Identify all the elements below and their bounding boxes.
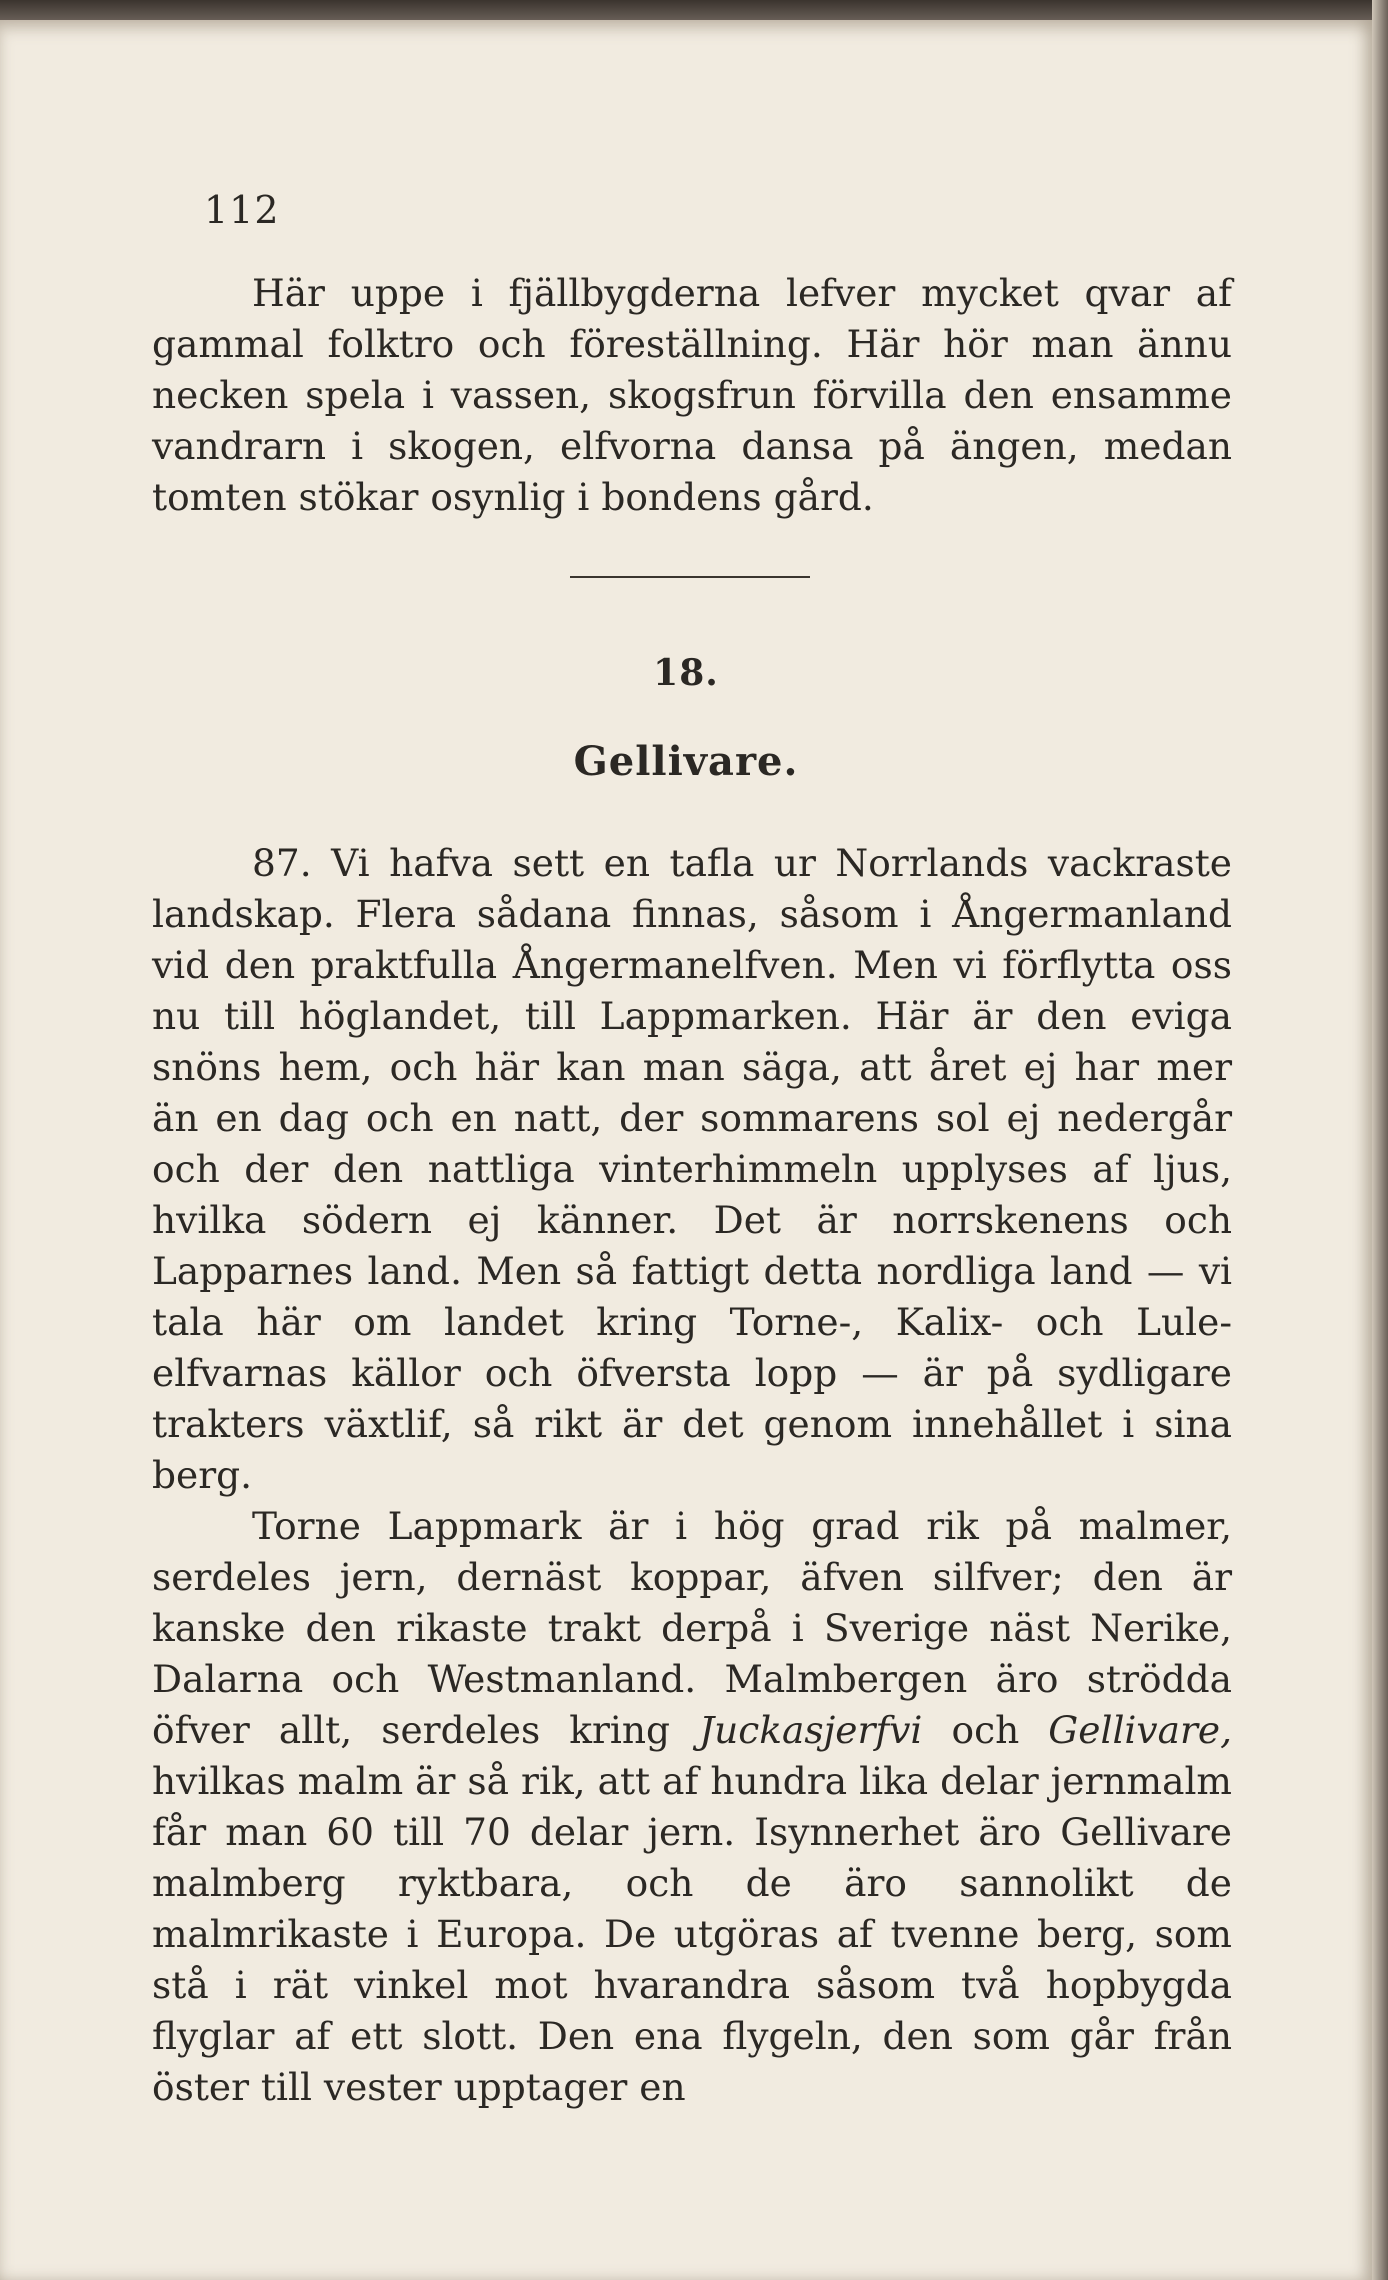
chapter-number: 18. <box>653 652 719 694</box>
paragraph-torne-part1: Torne Lappmark är i hög grad rik på malmer, serdeles jern, dernäst koppar, äfven silfver; den är kanske den rikaste trakt derpå i Sverige näst Nerike, Dalarna och Westmanland. Malmbergen äro strödda öfver allt, serdeles kring <box>152 1504 1232 1752</box>
intro-text-block <box>152 268 1232 523</box>
paragraph-torne-connector: och <box>951 1708 1020 1752</box>
book-page <box>0 20 1372 2280</box>
page-number: 112 <box>204 188 280 232</box>
paragraph-torne-part2: hvilkas malm är så rik, att af hundra lika delar jernmalm får man 60 till 70 delar jern. Isynnerhet äro Gellivare malmberg ryktbara, och de äro sannolikt de malmrikaste i Europa. De utgöras af tvenne berg, som stå i rät vinkel mot hvarandra såsom två hopbygda flyglar af ett slott. Den ena flygeln, den som går från öster till vester upptager en <box>152 1759 1232 2109</box>
place-juckasjerfvi: Juckasjerfvi <box>699 1708 923 1752</box>
paragraph-87: 87. Vi hafva sett en tafla ur Norrlands vackraste landskap. Flera sådana finnas, såsom i Ångermanland vid den praktfulla Ångermanelfven. Men vi förflytta oss nu till höglandet, till Lappmarken. Här är den eviga snöns hem, och här kan man säga, att året ej har mer än en dag och en natt, der sommarens sol ej nedergår och der den nattliga vinterhimmeln upplyses af ljus, hvilka södern ej känner. Det är norrskenens och Lapparnes land. Men så fattigt detta nordliga land — vi tala här om landet kring Torne-, Kalix- och Lule-elfvarnas källor och öfversta lopp — är på sydligare trakters växtlif, så rikt är det genom innehållet i sina berg. <box>152 841 1232 1497</box>
paragraph-torne-lappmark <box>152 1501 1232 2113</box>
chapter-body <box>152 838 1232 2113</box>
intro-paragraph: Här uppe i fjällbygderna lefver mycket qvar af gammal folktro och föreställning. Här hör man ännu necken spela i vassen, skogsfrun förvilla den ensamme vandrarn i skogen, elfvorna dansa på ängen, medan tomten stökar osynlig i bondens gård. <box>152 271 1232 519</box>
book-top-edge <box>0 0 1388 22</box>
section-divider <box>570 576 810 578</box>
book-spine-edge <box>1372 0 1388 2280</box>
chapter-title: Gellivare. <box>573 738 799 785</box>
place-gellivare: Gellivare, <box>1048 1708 1233 1752</box>
